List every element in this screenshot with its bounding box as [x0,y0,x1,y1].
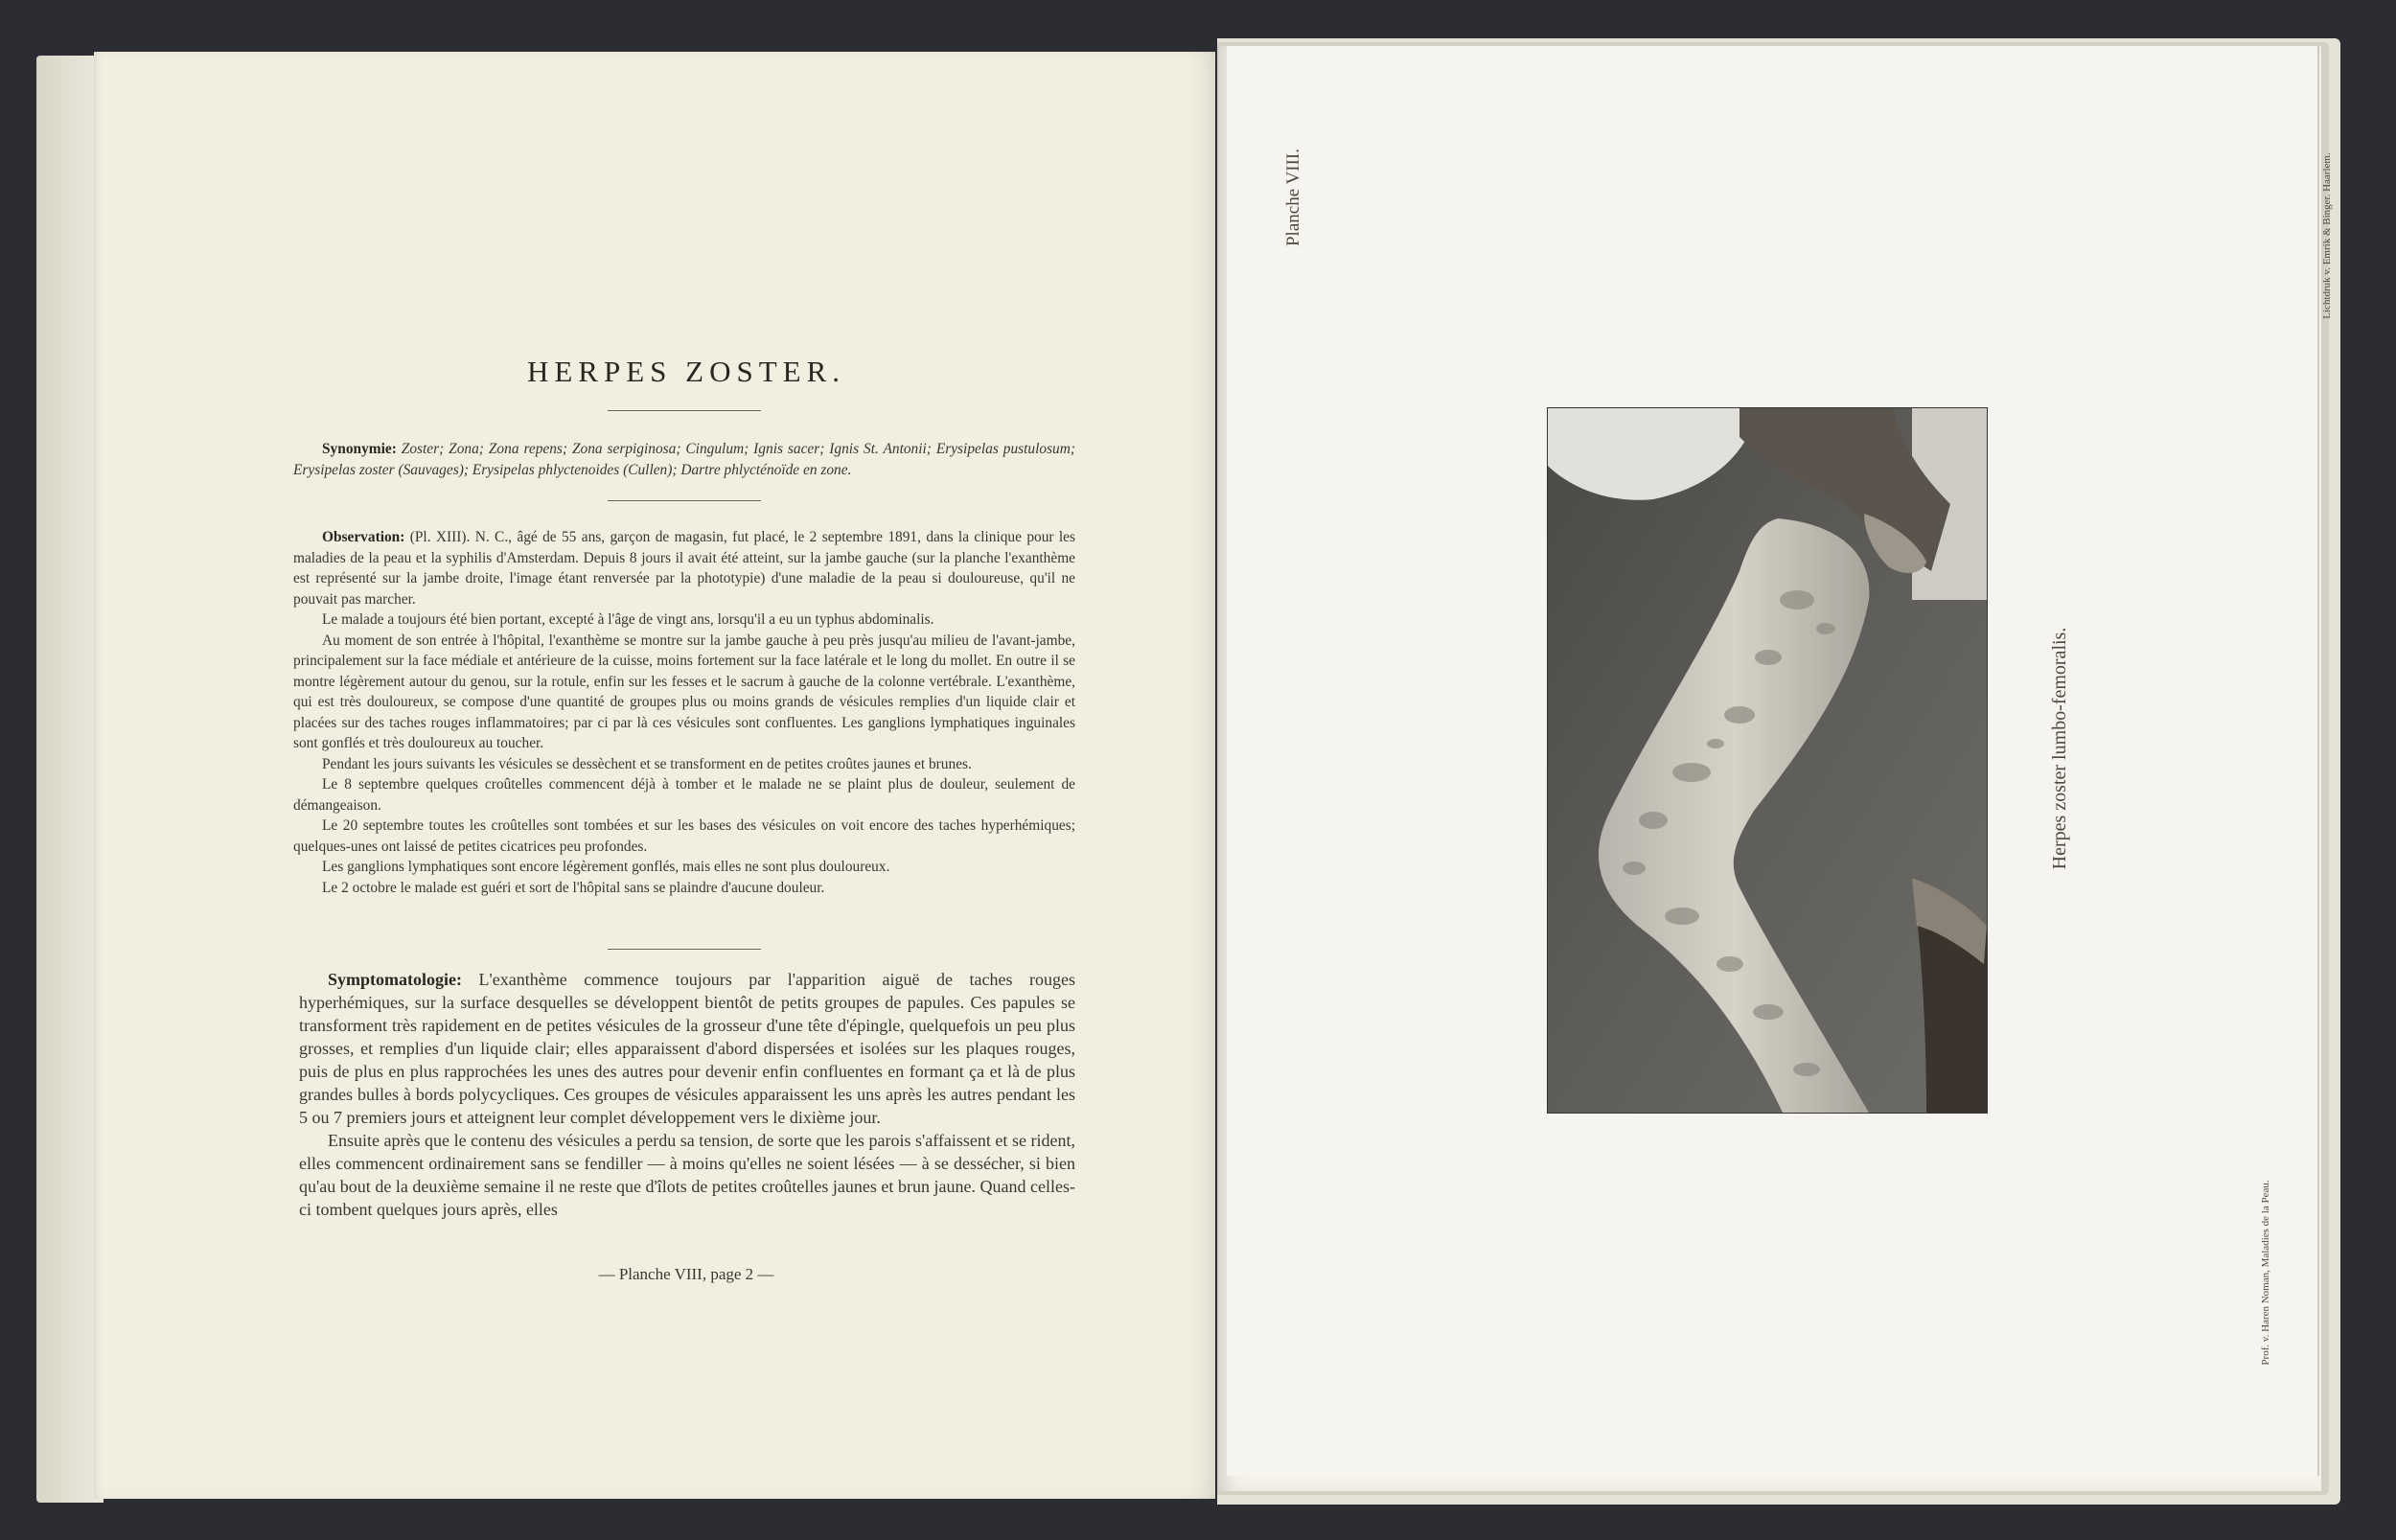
synonymie-label: Synonymie: [322,441,397,457]
plate-number-label: Planche VIII. [1283,149,1303,247]
title-divider [608,410,761,411]
observation-paragraph: Les ganglions lymphatiques sont encore légèrement gonflés, mais elles ne sont plus douloureux. [322,859,890,875]
observation-paragraph: (Pl. XIII). N. C., âgé de 55 ans, garçon de magasin, fut placé, le 2 septembre 1891, dans la clinique pour les maladies de la peau et la syphilis d'Amsterdam. Depuis 8 jours il avait été atteint, sur la jambe gauche (sur la planche l'exanthème est représenté sur la jambe droite, l'image étant renversée par la phototypie) d'une maladie de la peau si douloureuse, qu'il ne pouvait pas marcher. [293,529,1075,608]
symptomatologie-section [299,968,1075,1221]
observation-paragraph: Le malade a toujours été bien portant, excepté à l'âge de vingt ans, lorsqu'il a eu un typhus abdominalis. [322,611,934,628]
page-footer: — Planche VIII, page 2 — [598,1265,774,1283]
synonymie-section [293,439,1075,480]
observation-paragraph: Au moment de son entrée à l'hôpital, l'exanthème se montre sur la jambe gauche à peu près jusqu'au milieu de l'avant-jambe, principalement sur la face médiale et antérieure de la cuisse, moins fortement sur la face latérale et le long du mollet. En outre il se montre légèrement autour du genou, sur la rotule, enfin sur les fesses et le sacrum à gauche de la colonne vertébrale. L'exanthème, qui est très douloureux, se compose d'une quantité de groupes plus ou moins grands de vésicules remplies d'un liquide clair et placées sur des taches rouges inflammatoires; par ci par là ces vésicules sont confluentes. Les ganglions lymphatiques inguinales sont gonflés et très douloureux au toucher. [293,632,1075,751]
clinical-photograph [1547,407,1988,1114]
symptomatologie-label: Symptomatologie: [328,970,462,989]
observation-paragraph: Pendant les jours suivants les vésicules se dessèchent et se transforment en de petites croûtes jaunes et brunes. [322,755,972,772]
printer-credit: Lichtdruk v. Emrik & Binger. Haarlem. [2321,152,2333,319]
plate-caption: Herpes zoster lumbo-femoralis. [2049,627,2070,870]
observation-paragraph: Le 20 septembre toutes les croûtelles sont tombées et sur les bases des vésicules on voit encore des taches hyperhémiques; quelques-unes ont laissé de petites cicatrices peu profondes. [293,817,1075,855]
observation-paragraph: Le 2 octobre le malade est guéri et sort de l'hôpital sans se plaindre d'aucune douleur. [322,879,825,896]
symptomatologie-paragraph: L'exanthème commence toujours par l'apparition aiguë de taches rouges hyperhémiques, sur la surface desquelles se développent bientôt de petits groupes de papules. Ces papules se transforment très rapidement en de petites vésicules de la grosseur d'une tête d'épingle, quelquefois un peu plus grosses, et remplies d'un liquide clair; elles apparaissent d'abord dispersées et isolées sur les plaques rouges, puis de plus en plus rapprochées les unes des autres pour devenir enfin confluentes en formant ça et là de plus grandes bulles à bords polycycliques. Ces groupes de vésicules apparaissent les uns après les autres pendant les 5 ou 7 premiers jours et atteignent leur complet développement vers le dixième jour. [299,970,1076,1127]
observation-divider [608,949,761,950]
observation-label: Observation: [322,529,405,545]
page-title: HERPES ZOSTER. [526,355,846,388]
symptomatologie-paragraph: Ensuite après que le contenu des vésicules a perdu sa tension, de sorte que les parois s'affaissent et se rident, elles commencent ordinairement sans se fendiller — à moins qu'elles ne soient lésées — à se dessécher, si bien qu'au bout de la deuxième semaine il ne reste que d'îlots de petites croûtelles jaunes et brun jaune. Quand celles-ci tombent quelques jours après, elles [299,1131,1075,1219]
observation-paragraph: Le 8 septembre quelques croûtelles commencent déjà à tomber et le malade ne se plaint plus de douleur, seulement de démangeaison. [293,776,1075,814]
synonymie-text: Zoster; Zona; Zona repens; Zona serpiginosa; Cingulum; Ignis sacer; Ignis St. Antonii; Erysipelas pustulosum; Erysipelas zoster (Sauvages); Erysipelas phlyctenoides (Cullen); Dartre phlycténoïde en zone. [293,441,1075,478]
author-credit: Prof. v. Haren Noman, Maladies de la Peau. [2260,1180,2271,1366]
observation-section [293,527,1075,898]
synonymie-divider [608,500,761,501]
